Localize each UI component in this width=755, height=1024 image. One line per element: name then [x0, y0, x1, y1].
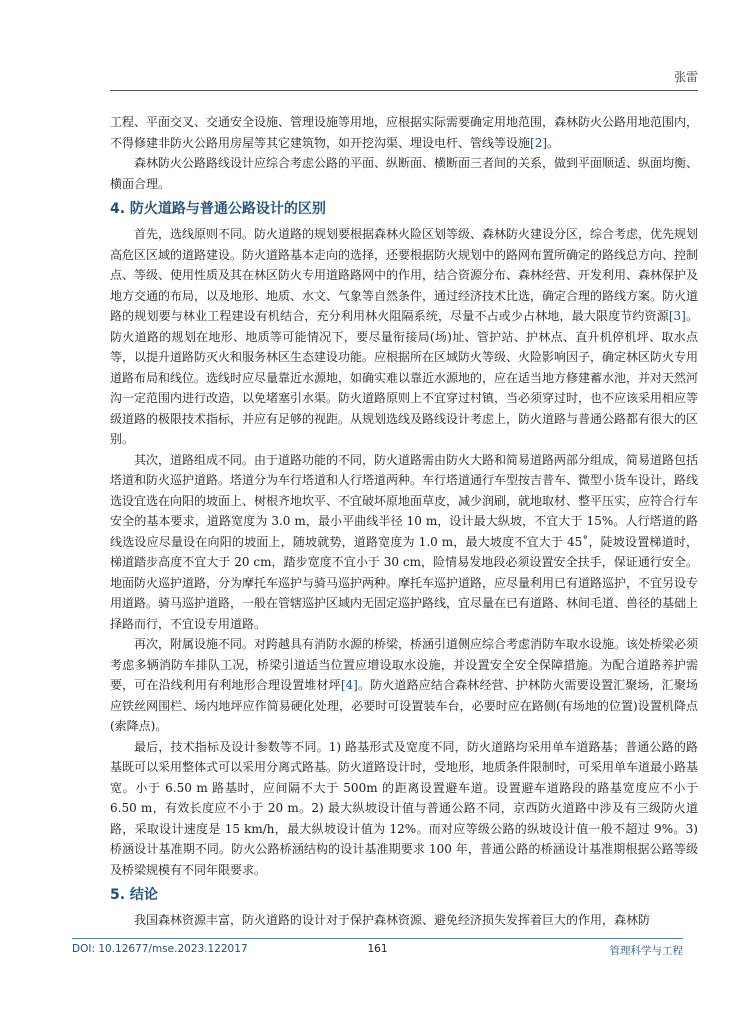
- paragraph: 最后，技术指标及设计参数等不同。1) 路基形式及宽度不同，防火道路均采用单车道路基；普通公路的路基既可以采用整体式可以采用分离式路基。防火道路设计时，受地形，地质条件限制时，可采用单车道最小路基宽。小于 6.50 m 路基时，应间隔不大于 500m 的距离设置避车道。设置避车道路段的路基宽度应不小于 6.50 m，有效长度应不小于 20 m。2) 最大纵坡设计值与普通公路不同，京西防火道路中涉及有三级防火道路，采取设计速度是 15 km/h，最大纵坡设计值为 12%。而对应等级公路的纵坡设计值一般不超过 9%。3) 桥涵设计基准期不同。防火公路桥涵结构的设计基准期要求 100 年，普通公路的桥涵设计基准期根据公路等级及桥梁规模有不同年限要求。: [110, 739, 699, 877]
- section-heading: 5. 结论: [110, 887, 158, 903]
- running-head-author: 张雷: [673, 70, 698, 84]
- citation-link[interactable]: [2]: [530, 135, 548, 150]
- footer-journal-name: 管理科学与工程: [609, 945, 683, 957]
- paragraph: 其次，道路组成不同。由于道路功能的不同，防火道路需由防火大路和简易道路两部分组成，简易道路包括塔道和防火巡护道路。塔道分为车行塔道和人行塔道两种。车行塔道通行车型按吉普车、微型小货车设计，路线选设宜选在向阳的坡面上、树根齐地坎平、不宜破坏原地面草皮，减少润刷，就地取材、整平压实，应符合行车安全的基本要求，道路宽度为 3.0 m，最小平曲线半径 10 m，设计最大纵坡，不宜大于 15%。人行塔道的路线选设应尽量设在向阳的坡面上，随坡就势，道路宽度为 1.0 m，最大坡度不宜大于 45˚，陡坡设置梯道时，梯道踏步高度不宜大于 20 cm，踏步宽度不宜小于 30 cm，险情易发地段必须设置安全扶手，保证通行安全。地面防火巡护道路，分为摩托车巡护与骑马巡护两种。摩托车巡护道路，应尽量利用已有道路巡护，不宜另设专用道路。骑马巡护道路，一般在管辖巡护区域内无固定巡护路线，宜尽量在已有道路、林间毛道、兽径的基础上择路而行，不宜设专用道路。: [110, 452, 699, 631]
- paragraph: 森林防火公路路线设计应综合考虑公路的平面、纵断面、横断面三者间的关系，做到平面顺适、纵面均衡、横面合理。: [110, 156, 699, 191]
- citation-link[interactable]: [4]: [340, 678, 358, 692]
- paragraph: 工程、平面交叉、交通安全设施、管理设施等用地，应根据实际需要确定用地范围，森林防火公路用地范围内，不得修建非防火公路用房屋等其它建筑物，如开挖沟渠、埋设电杆、管线等设施[2]。: [110, 115, 699, 150]
- paragraph: 首先，选线原则不同。防火道路的规划要根据森林火险区划等级、森林防火建设分区，综合考虑，优先规划高危区区域的道路建设。防火道路基本走向的选择，还要根据防火规划中的路网布置所确定的路线总方向、控制点、等级、使用性质及其在林区防火专用道路路网中的作用，结合资源分布、森林经营、开发利用、森林保护及地方交通的布局，以及地形、地质、水文、气象等自然条件，通过经济技术比选，确定合理的路线方案。防火道路的规划要与林业工程建设有机结合，充分利用林火阻隔系统，尽量不占或少占林地，最大限度节约资源[3]。防火道路的规划在地形、地质等可能情况下，要尽量衔接局(场)址、管护站、护林点、直升机停机坪、取水点等，以提升道路防灭火和服务林区生态建设功能。应根据所在区域防火等级、火险影响因子，确定林区防火专用道路布局和线位。选线时应尽量靠近水源地，如确实难以靠近水源地的，应在适当地方修建蓄水池，并对天然河沟一定范围内进行改造，以免堵塞引水渠。防火道路原则上不宜穿过村镇，当必须穿过时，也不应该采用相应等级道路的极限技术指标，并应有足够的视距。从规划选线及路线设计考虑上，防火道路与普通公路都有很大的区别。: [110, 227, 699, 446]
- footer-page-number: 161: [367, 943, 388, 955]
- paragraph: 再次，附属设施不同。对跨越具有消防水源的桥梁，桥涵引道侧应综合考虑消防车取水设施。该处桥梁必须考虑多辆消防车排队工况，桥梁引道适当位置应增设取水设施，并设置安全安全保障措施。为配合道路养护需要，可在沿线利用有利地形合理设置堆材坪[4]。防火道路应结合森林经营、护林防火需要设置汇聚场，汇聚场应铁丝网围栏、场内地坪应作简易硬化处理，必要时可设置装车台，必要时应在路侧(有场地的位置)设置机降点(索降点)。: [110, 637, 699, 733]
- header-rule: [110, 90, 698, 91]
- section-heading: 4. 防火道路与普通公路设计的区别: [110, 201, 326, 217]
- citation-link[interactable]: [3]: [668, 309, 686, 323]
- page-footer: [72, 938, 683, 955]
- page-body: [110, 112, 698, 931]
- footer-doi-link[interactable]: DOI: 10.12677/mse.2023.122017: [72, 943, 248, 955]
- paragraph: 我国森林资源丰富，防火道路的设计对于保护森林资源、避免经济损失发挥着巨大的作用，森林防: [134, 913, 651, 927]
